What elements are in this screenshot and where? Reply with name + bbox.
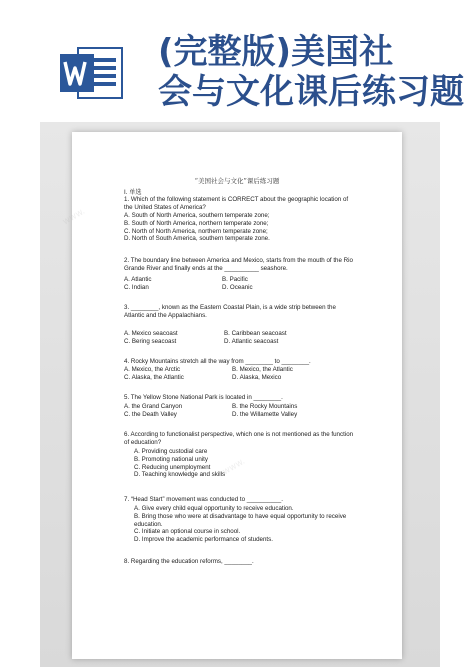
- question-4: [124, 358, 394, 366]
- question-text: 8. Regarding the education reforms, ________.: [124, 558, 254, 565]
- option: C. Initiate an optional course in school.: [134, 528, 241, 536]
- option: D. the Willamette Valley: [232, 410, 298, 418]
- option: education.: [134, 520, 163, 528]
- question-text: 4. Rocky Mountains stretch all the way from ________ to ________.: [124, 358, 311, 365]
- document-title-line1: (完整版)美国社: [158, 32, 394, 72]
- option: C. North of North America, northern temperate zone;: [124, 227, 268, 235]
- option: C. Alaska, the Atlantic: [124, 373, 184, 381]
- question-1: [124, 196, 394, 212]
- question-3: [124, 304, 394, 320]
- option: B. Caribbean seacoast: [224, 330, 287, 337]
- question-text: Atlantic and the Appalachians.: [124, 311, 207, 319]
- option: A. South of North America, southern temperate zone;: [124, 212, 270, 219]
- option: B. Bring those who were at disadvantage to have equal opportunity to receive: [134, 512, 347, 520]
- question-3-options-right: [224, 330, 287, 346]
- question-2-options-right: [222, 276, 253, 292]
- question-2-options: [124, 276, 152, 292]
- word-icon: [60, 44, 124, 102]
- watermark: www.: [221, 456, 248, 478]
- question-text: 7. “Head Start” movement was conducted to __________.: [124, 496, 283, 503]
- option: B. Promoting national unity: [134, 455, 208, 463]
- paper-title: “美国社会与文化”课后练习题: [194, 177, 280, 185]
- option: B. the Rocky Mountains: [232, 403, 298, 410]
- option: D. Oceanic: [222, 283, 253, 291]
- option: A. Atlantic: [124, 276, 152, 283]
- question-text: of education?: [124, 438, 162, 446]
- question-5-options: [124, 403, 182, 419]
- question-4-options-right: [232, 366, 293, 382]
- section-label: I. 单选: [124, 189, 142, 196]
- question-6: [124, 431, 394, 447]
- question-text: 6. According to functionalist perspective, which one is not mentioned as the function: [124, 431, 354, 438]
- option: C. the Death Valley: [124, 410, 177, 418]
- option: C. Reducing unemployment: [134, 463, 211, 471]
- option: D. Alaska, Mexico: [232, 373, 282, 381]
- option: A. Mexico seacoast: [124, 330, 178, 337]
- option: D. Atlantic seacoast: [224, 337, 279, 345]
- question-1-options: [124, 212, 270, 243]
- question-text: the United States of America?: [124, 203, 206, 211]
- question-5: [124, 394, 394, 402]
- option: D. Teaching knowledge and skills: [134, 471, 226, 479]
- question-text: 1. Which of the following statement is CORRECT about the geographic location of: [124, 196, 349, 203]
- option: C. Bering seacoast: [124, 337, 177, 345]
- question-text: 3. ________, known as the Eastern Coastal Plain, is a wide strip between the: [124, 304, 336, 311]
- option: B. Mexico, the Atlantic: [232, 366, 293, 373]
- question-5-options-right: [232, 403, 297, 419]
- document-title: [158, 32, 464, 112]
- question-text: 2. The boundary line between America and Mexico, starts from the mouth of the Rio: [124, 257, 353, 264]
- question-7: [124, 496, 394, 504]
- option: C. Indian: [124, 283, 149, 291]
- document-page: [61, 132, 402, 659]
- question-3-options: [124, 330, 178, 346]
- option: D. North of South America, southern temperate zone.: [124, 235, 270, 243]
- option: A. the Grand Canyon: [124, 403, 183, 410]
- watermark: www.: [61, 206, 88, 228]
- header-banner: [0, 0, 474, 118]
- question-text: 5. The Yellow Stone National Park is located in ________.: [124, 394, 283, 401]
- option: A. Providing custodial care: [134, 448, 208, 455]
- question-text: Grande River and finally ends at the __________ seashore.: [124, 264, 288, 272]
- question-8: [124, 558, 394, 566]
- option: A. Mexico, the Arctic: [124, 366, 181, 373]
- question-2: [124, 257, 394, 273]
- question-4-options: [124, 366, 184, 382]
- question-7-options: [134, 505, 346, 544]
- option: D. Improve the academic performance of students.: [134, 536, 273, 544]
- option: A. Give every child equal opportunity to receive education.: [134, 505, 294, 512]
- option: B. South of North America, northern temperate zone;: [124, 219, 269, 227]
- option: B. Pacific: [222, 276, 248, 283]
- document-title-line2: 会与文化课后练习题: [158, 72, 464, 112]
- question-6-options: [134, 448, 225, 479]
